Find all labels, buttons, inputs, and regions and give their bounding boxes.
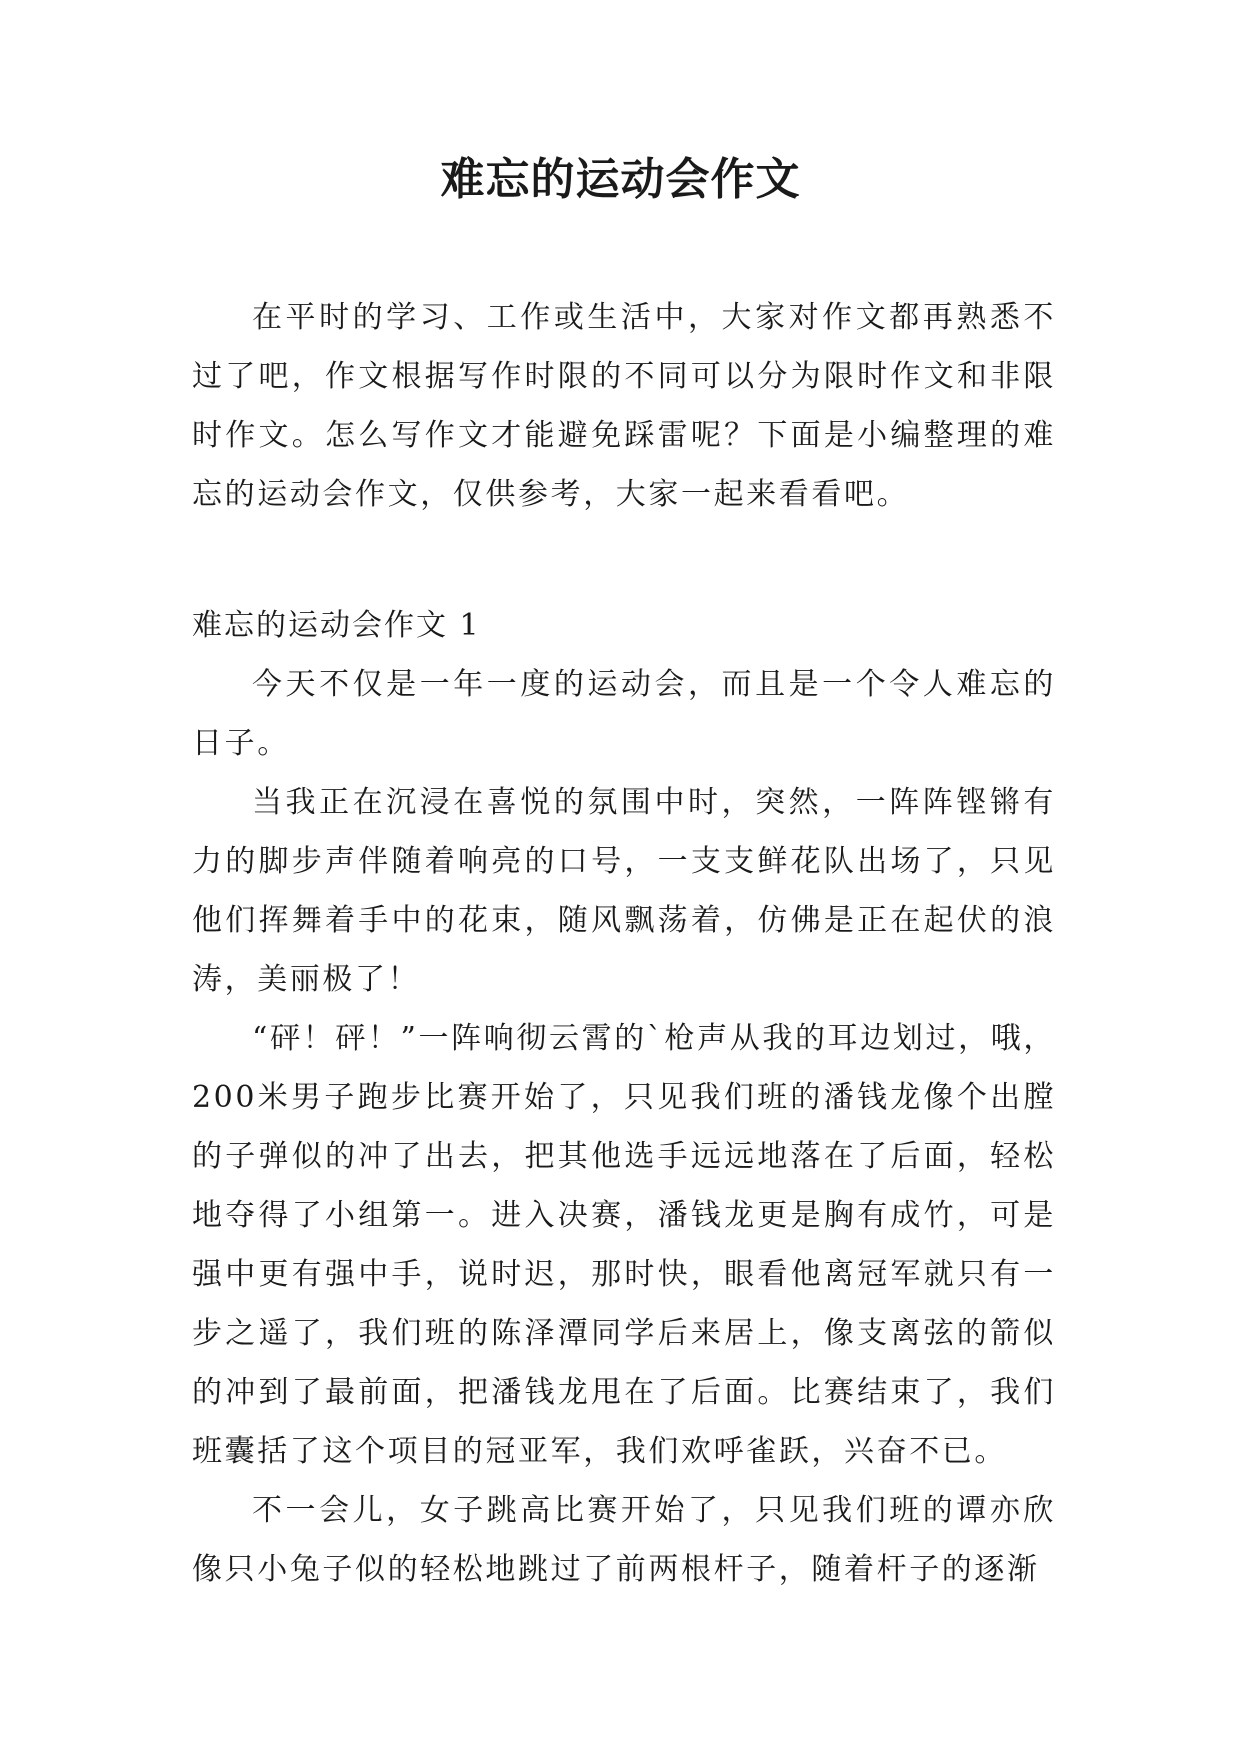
body-paragraph: “砰！砰！”一阵响彻云霄的`枪声从我的耳边划过，哦，200米男子跑步比赛开始了，只见我们班的潘钱龙像个出膛的子弹似的冲了出去，把其他选手远远地落在了后面，轻松地夺得了小组第一。进入决赛，潘钱龙更是胸有成竹，可是强中更有强中手，说时迟，那时快，眼看他离冠军就只有一步之遥了，我们班的陈泽潭同学后来居上，像支离弦的箭似的冲到了最前面，把潘钱龙甩在了后面。比赛结束了，我们班囊括了这个项目的冠亚军，我们欢呼雀跃，兴奋不已。 bbox=[192, 1021, 1056, 1469]
section-heading: 难忘的运动会作文 1 bbox=[192, 608, 481, 643]
body-paragraph: 当我正在沉浸在喜悦的氛围中时，突然，一阵阵铿锵有力的脚步声伴随着响亮的口号，一支支鲜花队出场了，只见他们挥舞着手中的花束，随风飘荡着，仿佛是正在起伏的浪涛，美丽极了！ bbox=[192, 785, 1056, 997]
body-paragraph: 今天不仅是一年一度的运动会，而且是一个令人难忘的日子。 bbox=[192, 667, 1056, 761]
intro-paragraph: 在平时的学习、工作或生活中，大家对作文都再熟悉不过了吧，作文根据写作时限的不同可以分为限时作文和非限时作文。怎么写作文才能避免踩雷呢？下面是小编整理的难忘的运动会作文，仅供参考，大家一起来看看吧。 bbox=[192, 300, 1056, 512]
document-title: 难忘的运动会作文 bbox=[440, 154, 801, 205]
body-paragraph: 不一会儿，女子跳高比赛开始了，只见我们班的谭亦欣像只小兔子似的轻松地跳过了前两根杆子，随着杆子的逐渐 bbox=[192, 1493, 1056, 1587]
document-body bbox=[192, 288, 1056, 1599]
